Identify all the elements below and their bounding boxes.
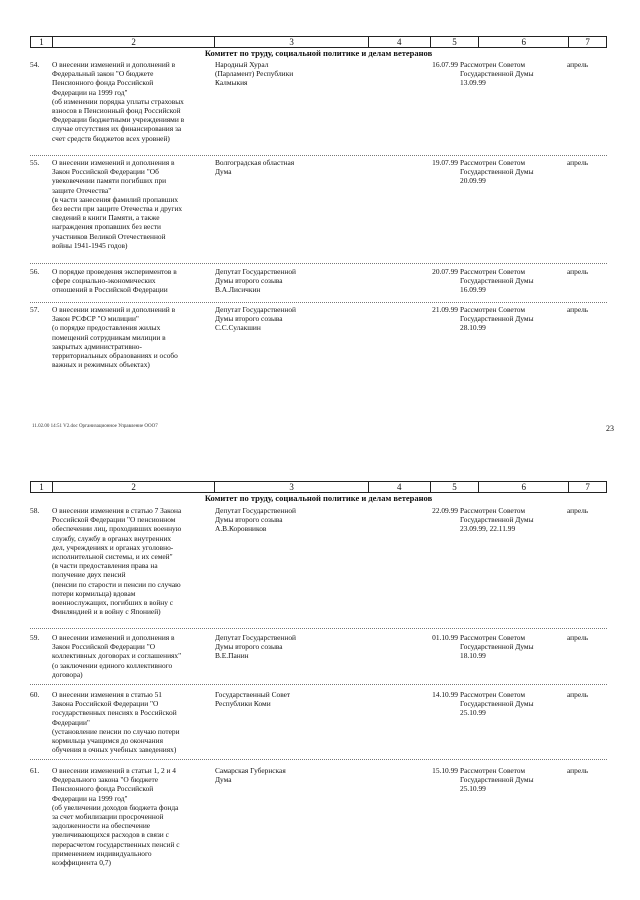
- bill-title: О внесении изменений и дополнений в Закон РСФСР "О милиции" (о порядке предоставления жилых помещений сотрудникам милиции в закрытых административно- территориальных образованиях и особо важных и режимных объектах): [52, 305, 178, 370]
- col-header: 6: [479, 482, 569, 492]
- bill-date: 15.10.99: [432, 766, 458, 775]
- row-divider: [30, 263, 607, 264]
- bill-status: Рассмотрен Советом Государственной Думы 25.10.99: [460, 690, 534, 718]
- bill-author: Депутат Государственной Думы второго созыва С.С.Сулакшин: [215, 305, 296, 333]
- col-header: 6: [479, 37, 569, 47]
- page-number: 23: [606, 424, 614, 433]
- row-divider: [30, 628, 607, 629]
- bill-author: Народный Хурал (Парламент) Республики Калмыкия: [215, 60, 294, 88]
- row-number: 56.: [30, 267, 40, 276]
- col-header: 3: [215, 482, 368, 492]
- bill-month: апрель: [567, 60, 589, 69]
- bill-status: Рассмотрен Советом Государственной Думы 28.10.99: [460, 305, 534, 333]
- bill-title: О внесении изменений и дополнения в Закон Российской Федерации "Об увековечении памяти погибших при защите Отечества" (в части занесения фамилий пропавших без вести при защите Отечества и других сведений в книги Памяти, а также награждения пропавших без вести участников Великой Отечественной войны 1941-1945 годов): [52, 158, 183, 250]
- col-header: 2: [53, 37, 215, 47]
- bill-status: Рассмотрен Советом Государственной Думы 18.10.99: [460, 633, 534, 661]
- bill-month: апрель: [567, 267, 589, 276]
- col-header: 4: [369, 482, 431, 492]
- table-header-2: [30, 481, 607, 493]
- bill-month: апрель: [567, 506, 589, 515]
- row-divider: [30, 684, 607, 685]
- bill-date: 19.07.99: [432, 158, 458, 167]
- col-header: 3: [215, 37, 368, 47]
- bill-status: Рассмотрен Советом Государственной Думы 20.09.99: [460, 158, 534, 186]
- bill-month: апрель: [567, 690, 589, 699]
- col-header: 1: [31, 482, 53, 492]
- row-number: 59.: [30, 633, 40, 642]
- bill-author: Депутат Государственной Думы второго созыва В.Е.Панин: [215, 633, 296, 661]
- bill-date: 22.09.99: [432, 506, 458, 515]
- row-number: 55.: [30, 158, 40, 167]
- bill-month: апрель: [567, 633, 589, 642]
- bill-status: Рассмотрен Советом Государственной Думы 25.10.99: [460, 766, 534, 794]
- bill-author: Депутат Государственной Думы второго созыва А.В.Коровников: [215, 506, 296, 534]
- bill-title: О внесении изменений в статьи 1, 2 и 4 Федерального закона "О бюджете Пенсионного фонда Российской Федерации на 1999 год" (об увеличении доходов бюджета фонда за счет мобилизации просроченной задолженности на обеспечение увеличивающихся расходов в связи с перерасчетом государственных пенсий с применением индивидуального коэффициента 0,7): [52, 766, 180, 868]
- col-header: 1: [31, 37, 53, 47]
- bill-author: Самарская Губернская Дума: [215, 766, 286, 785]
- row-divider: [30, 155, 607, 156]
- bill-title: О внесении изменения в статью 7 Закона Российской Федерации "О пенсионном обеспечении лиц, проходивших военную службу, службу в органах внутренних дел, учреждениях и органах уголовно- исполнительной системы, и их семей" (в части предоставления права на получение двух пенсий (пенсии по старости и пенсии по случаю потери кормильца) вдовам военнослужащих, погибших в войну с Финляндией и в войну с Японией): [52, 506, 182, 617]
- col-header: 4: [369, 37, 431, 47]
- bill-status: Рассмотрен Советом Государственной Думы 13.09.99: [460, 60, 534, 88]
- row-number: 60.: [30, 690, 40, 699]
- committee-heading: Комитет по труду, социальной политике и делам ветеранов: [204, 493, 433, 503]
- bill-date: 01.10.99: [432, 633, 458, 642]
- col-header: 7: [585, 37, 590, 47]
- bill-author: Депутат Государственной Думы второго созыва В.А.Лисичкин: [215, 267, 296, 295]
- bill-title: О внесении изменений и дополнения в Закон Российской Федерации "О коллективных договорах и соглашениях" (о заключении единого коллективного договора): [52, 633, 182, 679]
- row-number: 57.: [30, 305, 40, 314]
- col-header: 5: [431, 482, 480, 492]
- bill-title: О внесении изменения в статью 51 Закона Российской Федерации "О государственных пенсиях в Российской Федерации" (установление пенсии по случаю потери кормильца учащимся до окончания обучения в очных учебных заведениях): [52, 690, 180, 755]
- committee-heading: Комитет по труду, социальной политике и делам ветеранов: [204, 48, 433, 58]
- col-header: 2: [53, 482, 215, 492]
- row-divider: [30, 759, 607, 760]
- bill-date: 20.07.99: [432, 267, 458, 276]
- footer-file-info: 11.02.00 14:51 V2.doc Организационное Управление ООО7: [32, 424, 158, 429]
- col-header: 7: [585, 482, 590, 492]
- bill-title: О порядке проведения экспериментов в сфере социально-экономических отношений в Российской Федерации: [52, 267, 177, 295]
- row-divider: [30, 302, 607, 303]
- bill-status: Рассмотрен Советом Государственной Думы 16.09.99: [460, 267, 534, 295]
- bill-month: апрель: [567, 305, 589, 314]
- bill-month: апрель: [567, 766, 589, 775]
- bill-date: 14.10.99: [432, 690, 458, 699]
- row-number: 54.: [30, 60, 40, 69]
- row-number: 58.: [30, 506, 40, 515]
- bill-author: Волгоградская областная Дума: [215, 158, 295, 177]
- bill-date: 16.07.99: [432, 60, 458, 69]
- bill-status: Рассмотрен Советом Государственной Думы 23.09.99, 22.11.99: [460, 506, 534, 534]
- bill-author: Государственный Совет Республики Коми: [215, 690, 291, 709]
- bill-month: апрель: [567, 158, 589, 167]
- bill-title: О внесении изменений и дополнений в Федеральный закон "О бюджете Пенсионного фонда Российской Федерации на 1999 год" (об изменении порядка уплаты страховых взносов в Пенсионный фонд Российской Федерации бюджетными учреждениями в случае отсутствия их финансирования за счет средств бюджетов всех уровней): [52, 60, 185, 143]
- table-header-1: [30, 36, 607, 48]
- bill-date: 21.09.99: [432, 305, 458, 314]
- row-number: 61.: [30, 766, 40, 775]
- col-header: 5: [431, 37, 480, 47]
